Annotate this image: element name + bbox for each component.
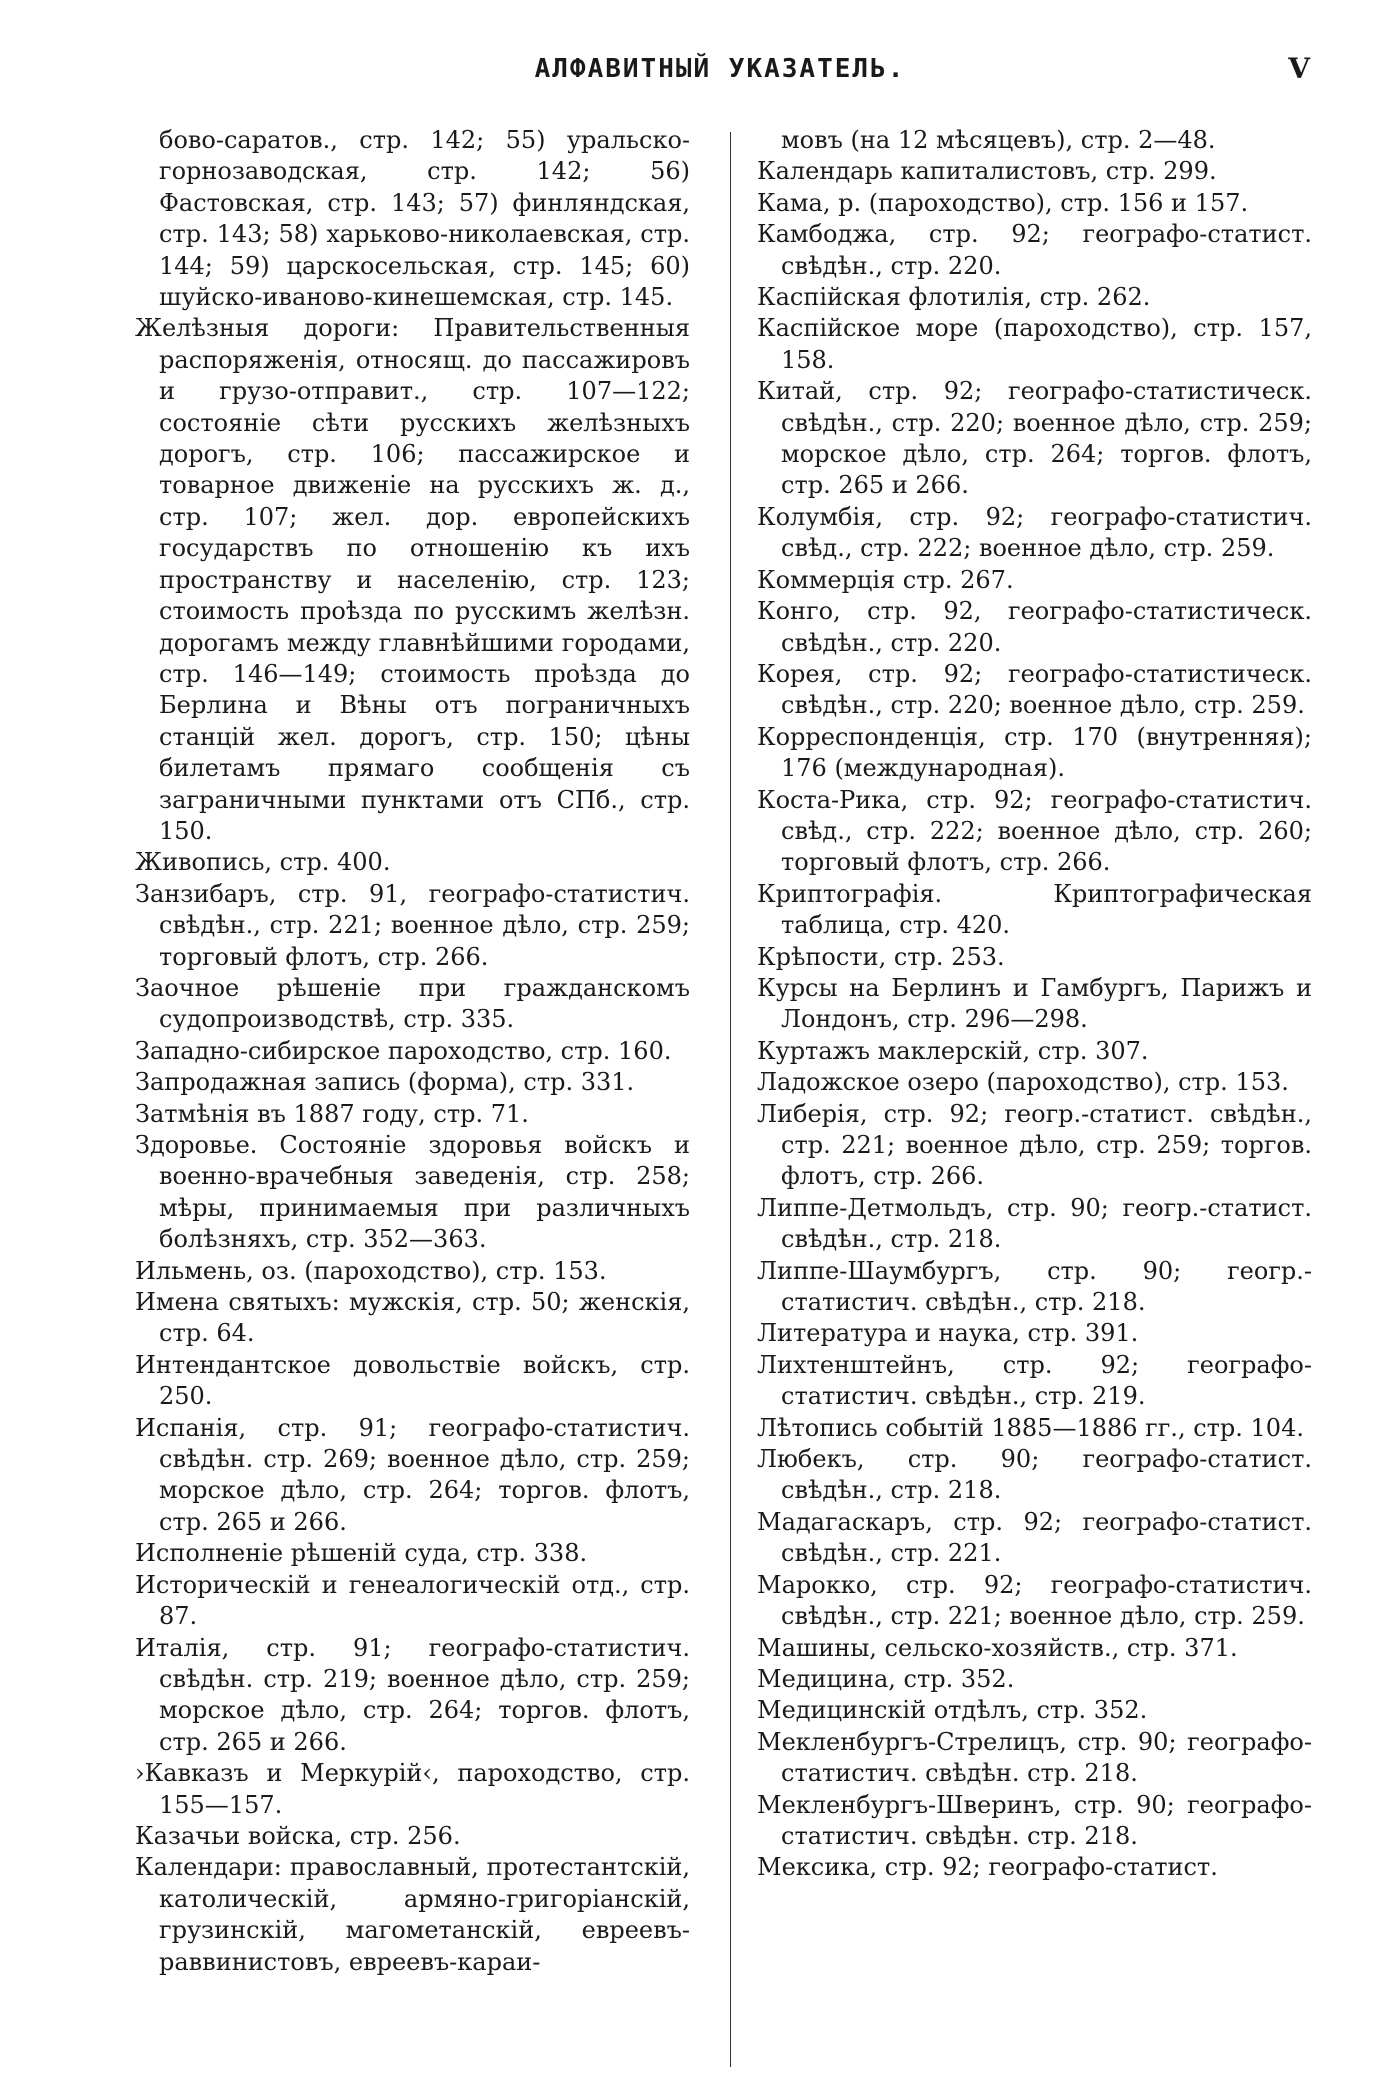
index-entry: Коста-Рика, стр. 92; географо-статистич. свѣд., стр. 222; военное дѣло, стр. 260; торговый флотъ, стр. 266. <box>757 785 1312 877</box>
index-entry: Либерія, стр. 92; геогр.-статист. свѣдѣн., стр. 221; военное дѣло, стр. 259; торгов. флотъ, стр. 266. <box>757 1099 1312 1191</box>
index-entry: Литература и наука, стр. 391. <box>757 1319 1139 1348</box>
index-entry: Желѣзныя дороги: Правительственныя распоряженія, относящ. до пассажировъ и грузо-отправит., стр. 107—122; состояніе сѣти русскихъ желѣзныхъ дорогъ, стр. 106; пассажирское и товарное движеніе на русскихъ ж. д., стр. 107; жел. дор. европейскихъ государствъ по отношенію къ ихъ пространству и населенію, стр. 123; стоимость проѣзда по русскимъ желѣзн. дорогамъ между главнѣйшими городами, стр. 146—149; стоимость проѣзда до Берлина и Вѣны отъ пограничныхъ станцій жел. дорогъ, стр. 150; цѣны билетамъ прямаго сообщенія съ заграничными пунктами отъ СПб., стр. 150. <box>135 314 690 845</box>
index-entry: Здоровье. Состояніе здоровья войскъ и военно-врачебныя заведенія, стр. 258; мѣры, принимаемыя при различныхъ болѣзняхъ, стр. 352—363. <box>135 1131 690 1254</box>
index-entry: Липпе-Шаумбургъ, стр. 90; геогр.-статистич. свѣдѣн., стр. 218. <box>757 1256 1312 1317</box>
index-entry: Исполненіе рѣшеній суда, стр. 338. <box>135 1539 588 1568</box>
index-entry: Кама, р. (пароходство), стр. 156 и 157. <box>757 188 1249 217</box>
index-entry: Корреспонденція, стр. 170 (внутренняя); 176 (международная). <box>757 722 1312 783</box>
index-entry: Конго, стр. 92, географо-статистическ. свѣдѣн., стр. 220. <box>757 597 1312 657</box>
index-entry: бово-саратов., стр. 142; 55) уральско-горнозаводская, стр. 142; 56) Фастовская, стр. 143; 57) финляндская, стр. 143; 58) харьково-николаевская, стр. 144; 59) царскосельская, стр. 145; 60) шуйско-иваново-кинешемская, стр. 145. <box>159 126 690 312</box>
index-entry: Корея, стр. 92; географо-статистическ. свѣдѣн., стр. 220; военное дѣло, стр. 259. <box>757 659 1312 720</box>
index-entry: Марокко, стр. 92; географо-статистич. свѣдѣн., стр. 221; военное дѣло, стр. 259. <box>757 1570 1312 1631</box>
index-entry: Имена святыхъ: мужскія, стр. 50; женскія, стр. 64. <box>135 1288 690 1348</box>
index-entry: Запродажная запись (форма), стр. 331. <box>135 1068 635 1097</box>
index-entry: Мекленбургъ-Стрелицъ, стр. 90; географо-статистич. свѣдѣн. стр. 218. <box>757 1727 1312 1788</box>
index-entry: Затмѣнія въ 1887 году, стр. 71. <box>135 1099 529 1128</box>
index-entry: Медицина, стр. 352. <box>757 1664 1015 1693</box>
index-column-right <box>757 125 1312 1884</box>
index-entry: Колумбія, стр. 92; географо-статистич. свѣд., стр. 222; военное дѣло, стр. 259. <box>757 502 1312 563</box>
index-entry: Интендантское довольствіе войскъ, стр. 250. <box>135 1350 690 1411</box>
column-divider <box>730 132 731 2067</box>
index-entry: Крѣпости, стр. 253. <box>757 942 1005 971</box>
index-entry: Западно-сибирское пароходство, стр. 160. <box>135 1036 672 1065</box>
index-entry: Куртажъ маклерскій, стр. 307. <box>757 1036 1149 1065</box>
index-entry: Мекленбургъ-Шверинъ, стр. 90; географо-статистич. свѣдѣн. стр. 218. <box>757 1790 1312 1850</box>
index-entry: ›Кавказъ и Меркурій‹, пароходство, стр. 155—157. <box>135 1759 690 1819</box>
index-entry: Италія, стр. 91; географо-статистич. свѣдѣн. стр. 219; военное дѣло, стр. 259; морское дѣло, стр. 264; торгов. флотъ, стр. 265 и 266. <box>135 1633 690 1756</box>
index-entry: Ильмень, оз. (пароходство), стр. 153. <box>135 1256 607 1285</box>
index-entry: мовъ (на 12 мѣсяцевъ), стр. 2—48. <box>781 126 1216 154</box>
index-entry: Мексика, стр. 92; географо-статист. <box>757 1853 1218 1882</box>
index-entry: Медицинскій отдѣлъ, стр. 352. <box>757 1696 1148 1725</box>
page-title: АЛФАВИТНЫЙ УКАЗАТЕЛЬ. <box>534 54 906 84</box>
page-number: V <box>1288 52 1310 85</box>
index-entry: Любекъ, стр. 90; географо-статист. свѣдѣн., стр. 218. <box>757 1445 1312 1505</box>
index-entry: Календари: православный, протестантскій, католическій, армяно-григоріанскій, грузинскій, магометанскій, евреевъ-раввинистовъ, евреевъ-караи- <box>135 1853 690 1976</box>
index-entry: Каспійская флотилія, стр. 262. <box>757 283 1151 312</box>
page-header <box>130 50 1310 100</box>
index-entry: Липпе-Детмольдъ, стр. 90; геогр.-статист. свѣдѣн., стр. 218. <box>757 1193 1312 1254</box>
index-entry: Камбоджа, стр. 92; географо-статист. свѣдѣн., стр. 220. <box>757 220 1312 280</box>
index-column-left <box>135 125 690 1978</box>
index-entry: Занзибаръ, стр. 91, географо-статистич. свѣдѣн., стр. 221; военное дѣло, стр. 259; торговый флотъ, стр. 266. <box>135 879 690 971</box>
index-entry: Каспійское море (пароходство), стр. 157, 158. <box>757 314 1312 374</box>
index-entry: Китай, стр. 92; географо-статистическ. свѣдѣн., стр. 220; военное дѣло, стр. 259; морское дѣло, стр. 264; торгов. флотъ, стр. 265 и 266. <box>757 377 1312 500</box>
index-entry: Мадагаскаръ, стр. 92; географо-статист. свѣдѣн., стр. 221. <box>757 1507 1312 1568</box>
index-entry: Живопись, стр. 400. <box>135 848 391 877</box>
index-entry: Ладожское озеро (пароходство), стр. 153. <box>757 1068 1289 1097</box>
index-entry: Курсы на Берлинъ и Гамбургъ, Парижъ и Лондонъ, стр. 296—298. <box>757 973 1312 1034</box>
index-entry: Коммерція стр. 267. <box>757 565 1014 594</box>
index-entry: Заочное рѣшеніе при гражданскомъ судопроизводствѣ, стр. 335. <box>135 973 690 1034</box>
index-entry: Казачьи войска, стр. 256. <box>135 1821 461 1850</box>
index-entry: Криптографія. Криптографическая таблица, стр. 420. <box>757 879 1312 940</box>
index-entry: Календарь капиталистовъ, стр. 299. <box>757 157 1217 186</box>
index-entry: Испанія, стр. 91; географо-статистич. свѣдѣн. стр. 269; военное дѣло, стр. 259; морское дѣло, стр. 264; торгов. флотъ, стр. 265 и 266. <box>135 1413 690 1536</box>
index-entry: Лѣтопись событій 1885—1886 гг., стр. 104. <box>757 1413 1304 1442</box>
index-entry: Лихтенштейнъ, стр. 92; географо-статистич. свѣдѣн., стр. 219. <box>757 1350 1312 1411</box>
index-entry: Машины, сельско-хозяйств., стр. 371. <box>757 1633 1238 1662</box>
index-entry: Историческій и генеалогическій отд., стр. 87. <box>135 1570 690 1631</box>
